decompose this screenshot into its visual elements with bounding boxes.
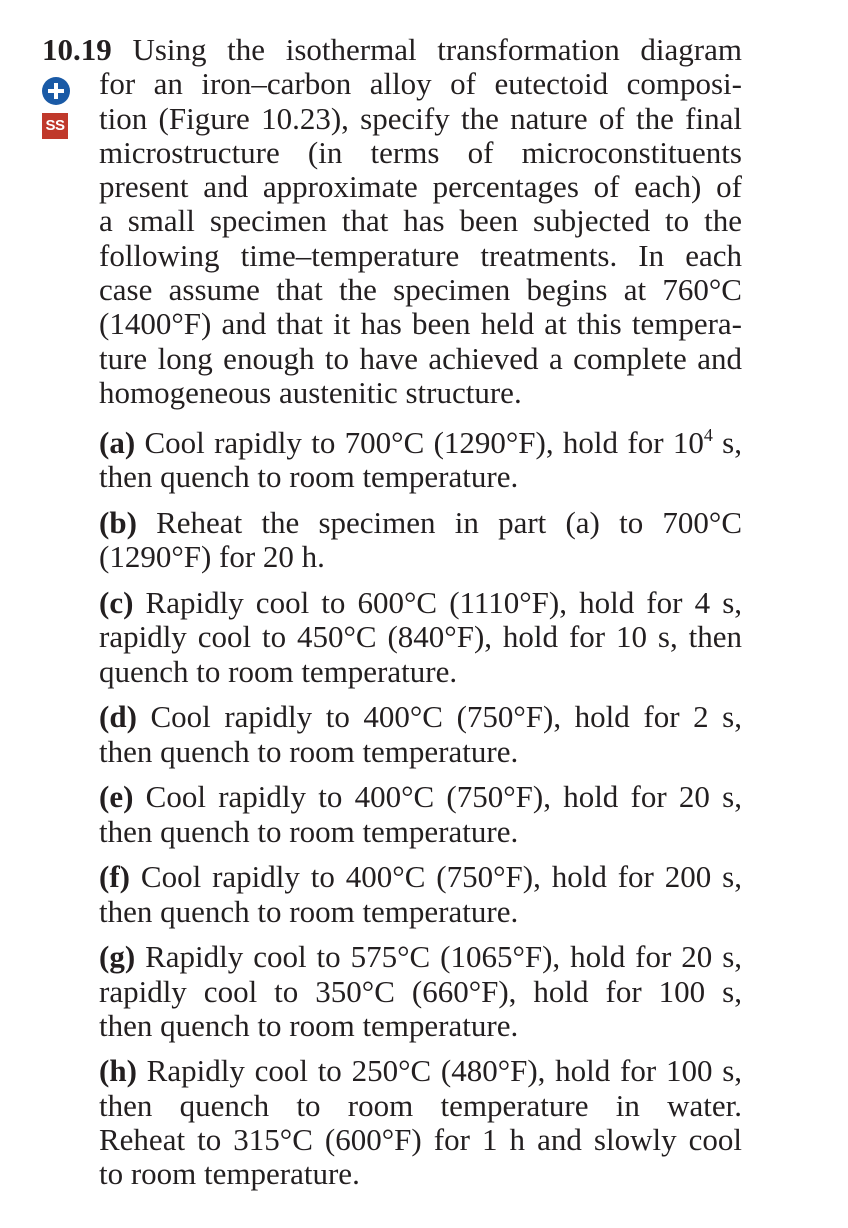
problem-line-9: (1400°F) and that it has been held at this tempera-: [99, 306, 742, 342]
problem-line-10: ture long enough to have achieved a complete and: [99, 340, 742, 376]
problem-number: 10.19: [42, 32, 112, 67]
problem-statement: [42, 33, 742, 410]
part-a: (a) Cool rapidly to 700°C (1290°F), hold for $10^4$ s, then quench to room temperature.: [99, 425, 742, 495]
part-h: (h) Rapidly cool to 250°C (480°F), hold for 100 s, then quench to room temperature in water. Reheat to 315°C (600°F) for 1 h and slowly cool to room temperature.: [99, 1053, 743, 1192]
problem-line-4: microstructure (in terms of microconstituents: [99, 134, 742, 170]
problem-line-7: following time–temperature treatments. In each: [99, 237, 742, 273]
part-label: (d): [99, 699, 137, 735]
part-g: (g) Rapidly cool to 575°C (1065°F), hold for 20 s, rapidly cool to 350°C (660°F), hold for 100 s, then quench to room temperature.: [99, 939, 743, 1043]
part-label: (c): [99, 584, 134, 620]
part-d: (d) Cool rapidly to 400°C (750°F), hold for 2 s, then quench to room temperature.: [99, 699, 742, 769]
part-label: (h): [99, 1053, 137, 1089]
problem-line-11: homogeneous austenitic structure.: [99, 374, 522, 410]
part-label: (e): [99, 779, 134, 815]
problem-line-2: for an iron–carbon alloy of eutectoid composi-: [99, 66, 742, 102]
problem-line-3: tion (Figure 10.23), specify the nature of the final: [99, 100, 742, 136]
part-label: (b): [99, 504, 137, 540]
part-label: (f): [99, 859, 130, 895]
problem-parts: [99, 426, 742, 1203]
part-e: (e) Cool rapidly to 400°C (750°F), hold for 20 s, then quench to room temperature.: [99, 779, 742, 849]
problem-line-6: a small specimen that has been subjected to the: [99, 203, 742, 239]
ss-icon[interactable]: SS: [42, 113, 68, 139]
problem-line-8: case assume that the specimen begins at 760°C: [99, 272, 742, 308]
part-f: (f) Cool rapidly to 400°C (750°F), hold for 200 s, then quench to room temperature.: [99, 859, 742, 929]
part-b: (b) Reheat the specimen in part (a) to 700°C (1290°F) for 20 h.: [99, 504, 742, 575]
part-label: (g): [99, 939, 136, 975]
problem-line-1: 10.19 Using the isothermal transformation diagram: [42, 32, 743, 67]
part-c: (c) Rapidly cool to 600°C (1110°F), hold for 4 s, rapidly cool to 450°C (840°F), hold for 10 s, then quench to room temperature.: [99, 584, 743, 689]
part-label: (a): [99, 425, 136, 460]
problem-line-5: present and approximate percentages of each) of: [99, 169, 742, 205]
